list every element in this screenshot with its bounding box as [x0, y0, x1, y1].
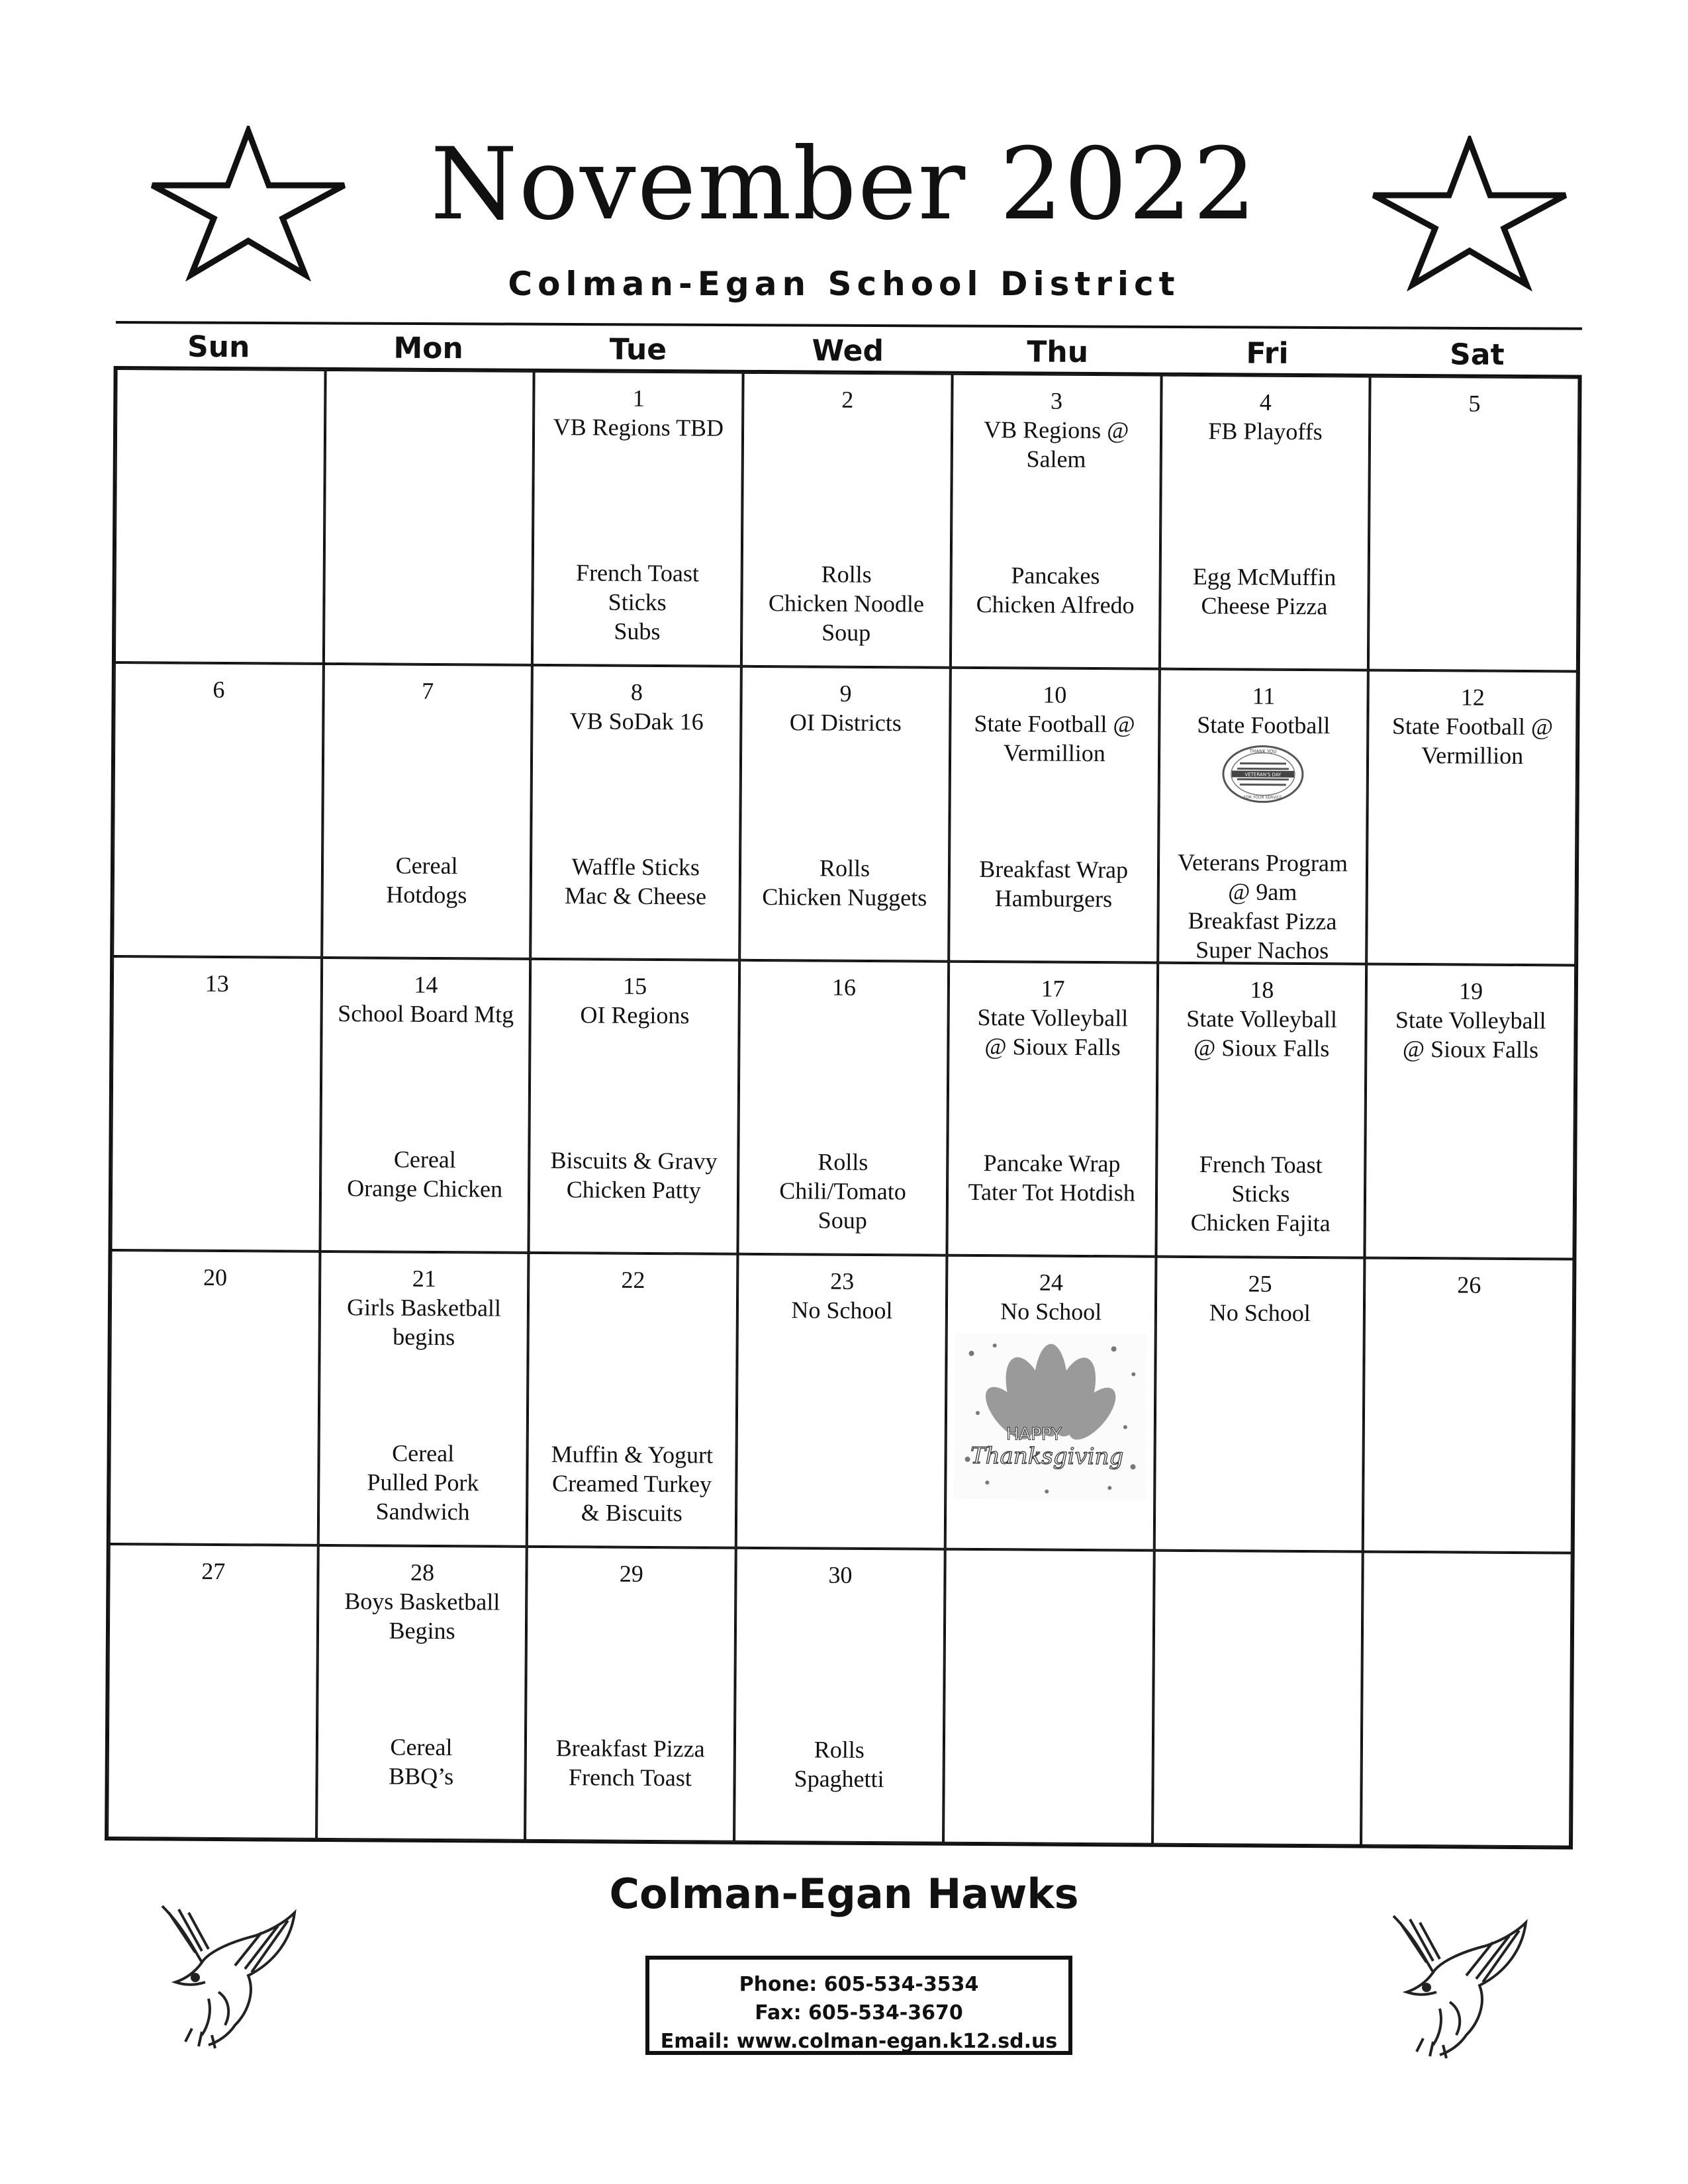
day-cell — [947, 962, 1157, 1257]
day-number: 22 — [621, 1266, 645, 1293]
day-menu: Cereal Pulled Pork Sandwich — [367, 1439, 479, 1525]
day-cell — [324, 370, 534, 665]
day-cell — [115, 369, 325, 664]
day-number: 29 — [619, 1560, 643, 1587]
day-menu: Egg McMuffin Cheese Pizza — [1192, 563, 1336, 620]
day-cell — [1158, 669, 1368, 964]
weekday-label: Sat — [1449, 338, 1505, 372]
day-cell — [736, 1254, 947, 1549]
day-event: OI Districts — [789, 709, 902, 737]
day-menu: Pancake Wrap Tater Tot Hotdish — [968, 1150, 1135, 1206]
day-event: OI Regions — [580, 1001, 690, 1029]
day-number: 9 — [839, 680, 852, 707]
day-number: 23 — [830, 1267, 855, 1295]
day-menu: Cereal Orange Chicken — [347, 1146, 503, 1203]
day-menu: Breakfast Pizza French Toast — [555, 1735, 705, 1792]
day-cell — [1159, 375, 1370, 670]
day-cell — [943, 1549, 1154, 1844]
day-number: 5 — [1468, 390, 1481, 417]
thanksgiving-happy: HAPPY — [1006, 1424, 1062, 1445]
day-cell — [739, 666, 950, 962]
day-cell — [1366, 670, 1577, 966]
day-number: 24 — [1039, 1269, 1064, 1296]
weekday-label: Thu — [1027, 335, 1089, 369]
day-number: 17 — [1041, 975, 1065, 1002]
day-event: State Football — [1197, 711, 1331, 739]
day-menu: Breakfast Wrap Hamburgers — [979, 856, 1129, 913]
weekday-label: Fri — [1246, 336, 1289, 371]
day-cell — [945, 1255, 1156, 1551]
day-number: 6 — [212, 676, 225, 704]
day-event: State Volleyball @ Sioux Falls — [977, 1003, 1129, 1061]
day-number: 30 — [828, 1561, 853, 1588]
day-cell — [1365, 964, 1575, 1259]
day-event: VB Regions @ Salem — [984, 416, 1129, 473]
day-menu: Rolls Chicken Noodle Soup — [768, 561, 925, 646]
veterans-day-badge-icon — [1220, 743, 1307, 805]
day-number: 16 — [831, 974, 857, 1001]
day-cell — [1154, 1257, 1364, 1552]
day-cell — [322, 664, 532, 959]
day-cell — [113, 662, 323, 958]
page-title: November 2022 — [430, 127, 1258, 242]
day-cell — [1152, 1551, 1363, 1846]
day-event: State Football @ Vermillion — [974, 709, 1135, 767]
day-menu: Muffin & Yogurt Creamed Turkey & Biscuits — [551, 1441, 714, 1527]
day-cell — [532, 371, 743, 666]
day-event: Girls Basketball begins — [346, 1294, 502, 1351]
day-cell — [529, 959, 739, 1254]
day-event: State Volleyball @ Sioux Falls — [1186, 1005, 1338, 1062]
contact-box — [645, 1956, 1072, 2055]
day-number: 15 — [623, 972, 647, 999]
calendar — [105, 328, 1582, 1850]
day-number: 2 — [841, 386, 854, 413]
day-number: 27 — [201, 1557, 226, 1585]
day-event: No School — [1000, 1298, 1102, 1326]
day-cell — [1361, 1552, 1571, 1847]
day-menu: French Toast Sticks Chicken Fajita — [1190, 1151, 1331, 1237]
day-event: Boys Basketball Begins — [344, 1588, 500, 1645]
veterans-badge-title: VETERAN'S DAY — [1244, 772, 1282, 778]
veterans-badge-bottom: FOR YOUR SERVICE — [1244, 795, 1283, 800]
calendar-grid — [105, 366, 1582, 1850]
day-cell — [738, 960, 949, 1255]
day-event: No School — [791, 1297, 893, 1324]
thanksgiving-script: Thanksgiving — [970, 1442, 1124, 1471]
day-cell — [109, 1250, 320, 1545]
day-cell — [951, 374, 1161, 669]
day-number: 7 — [422, 677, 434, 704]
day-event: State Football @ Vermillion — [1391, 712, 1554, 770]
day-event: School Board Mtg — [338, 1000, 514, 1028]
day-menu: Veterans Program @ 9am Breakfast Pizza Super Nachos — [1177, 848, 1348, 964]
day-number: 11 — [1252, 682, 1276, 709]
day-menu: French Toast Sticks Subs — [576, 559, 700, 645]
day-event: State Volleyball @ Sioux Falls — [1395, 1006, 1546, 1064]
team-name: Colman-Egan Hawks — [609, 1870, 1079, 1918]
day-number: 12 — [1460, 684, 1485, 711]
contact-fax: Fax: 605-534-3670 — [755, 2001, 963, 2025]
day-menu: Rolls Chili/Tomato Soup — [779, 1148, 906, 1234]
day-number: 13 — [205, 970, 229, 997]
day-number: 28 — [410, 1559, 435, 1586]
contact-phone: Phone: 605-534-3534 — [739, 1973, 979, 1996]
day-cell — [1156, 963, 1366, 1258]
veterans-badge-top: THANK YOU — [1250, 749, 1278, 754]
day-menu: Rolls Chicken Nuggets — [762, 854, 927, 911]
day-cell — [316, 1545, 527, 1841]
day-menu: Biscuits & Gravy Chicken Patty — [550, 1147, 718, 1204]
day-event: VB Regions TBD — [553, 414, 724, 441]
day-number: 3 — [1050, 387, 1063, 414]
day-number: 14 — [414, 971, 438, 999]
day-cell — [734, 1548, 945, 1843]
day-event: No School — [1209, 1299, 1311, 1327]
day-number: 26 — [1457, 1271, 1481, 1298]
weekday-label: Wed — [812, 334, 884, 369]
day-menu: Cereal Hotdogs — [386, 852, 467, 909]
day-number: 21 — [412, 1265, 436, 1293]
day-number: 4 — [1259, 388, 1272, 416]
day-cell — [111, 956, 321, 1251]
day-cell — [527, 1253, 737, 1548]
day-menu: Rolls Spaghetti — [794, 1736, 884, 1793]
day-cell — [525, 1547, 735, 1842]
contact-email: Email: www.colman-egan.k12.sd.us — [660, 2030, 1058, 2053]
hawk-mascot-icon — [156, 1899, 301, 2052]
day-number: 1 — [632, 385, 645, 412]
district-name: Colman-Egan School District — [508, 265, 1180, 303]
day-cell — [949, 668, 1159, 963]
weekday-label: Sun — [187, 330, 250, 365]
day-cell — [320, 958, 530, 1253]
day-event: FB Playoffs — [1208, 418, 1323, 445]
day-menu: Waffle Sticks Mac & Cheese — [564, 853, 707, 910]
day-event: VB SoDak 16 — [569, 707, 704, 735]
day-menu: Pancakes Chicken Alfredo — [976, 562, 1135, 619]
day-menu: Cereal BBQ’s — [389, 1733, 454, 1790]
weekday-label: Tue — [609, 332, 667, 367]
day-number: 20 — [203, 1263, 228, 1291]
day-cell — [1368, 377, 1579, 672]
day-cell — [318, 1251, 528, 1547]
thanksgiving-image-icon — [954, 1334, 1147, 1500]
hawk-mascot-icon — [1387, 1909, 1532, 2062]
day-cell — [1363, 1258, 1573, 1553]
day-cell — [107, 1544, 318, 1839]
day-number: 10 — [1043, 681, 1067, 708]
day-number: 25 — [1248, 1270, 1272, 1297]
day-cell — [741, 373, 952, 668]
weekday-label: Mon — [393, 331, 463, 366]
day-cell — [531, 665, 741, 960]
day-number: 8 — [630, 678, 643, 705]
day-number: 18 — [1250, 976, 1274, 1003]
day-number: 19 — [1458, 978, 1483, 1005]
